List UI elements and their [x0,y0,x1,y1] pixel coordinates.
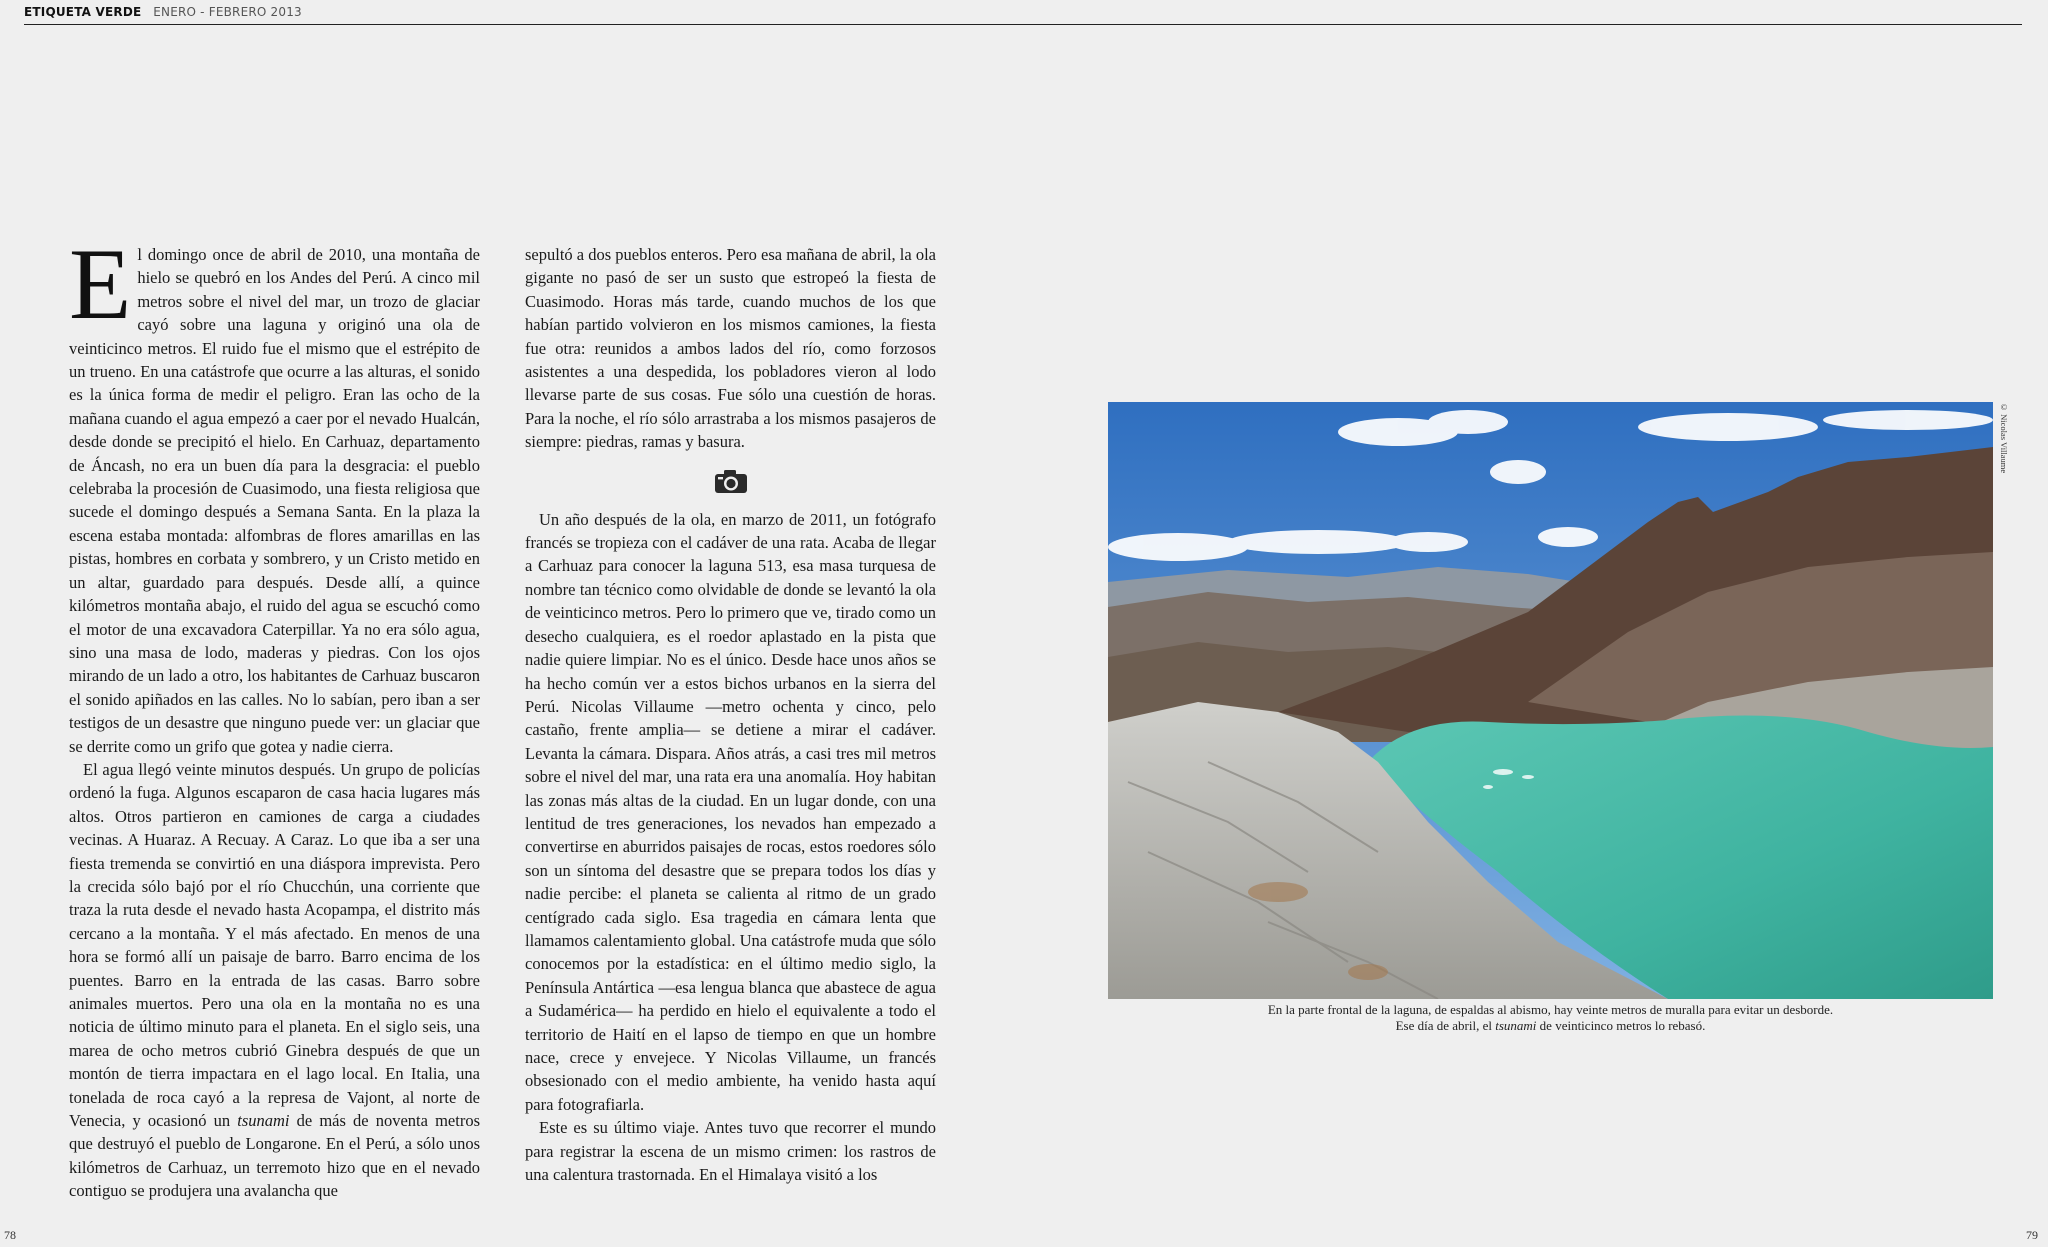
page-number-right: 79 [2026,1228,2038,1242]
article-paragraph: Este es su último viaje. Antes tuvo que recorrer el mundo para registrar la escena de un mismo crimen: los rastros de una calentura trastornada. En el Himalaya visitó a los [525,1118,936,1185]
photo-caption [1108,1002,1993,1034]
issue-date: ENERO - FEBRERO 2013 [153,5,302,19]
caption-line: En la parte frontal de la laguna, de espaldas al abismo, hay veinte metros de muralla para evitar un desborde. [1267,1002,1834,1017]
caption-line [1108,1018,1993,1034]
photo-credit: © Nicolas Villaume [1999,402,2009,474]
article-paragraph [69,228,481,758]
section-divider [525,454,936,508]
camera-icon [715,469,747,493]
article-paragraph: sepultó a dos pueblos enteros. Pero esa mañana de abril, la ola gigante no pasó de ser un susto que estropeó la fiesta de Cuasimodo. Horas más tarde, cuando muchos de los que habían partido volvieron en los mismos camiones, la fiesta fue otra: reunidos a ambos lados del río, como forzosos asistentes a una despedida, los pobladores vieron al lodo llevarse parte de sus cosas. Fue sólo una cuestión de horas. Para la noche, el río sólo arrastraba a los mismos pasajeros de siempre: piedras, ramas y basura. [525,245,937,452]
page-number-left: 78 [4,1228,16,1242]
drop-cap: E [69,228,132,341]
lagoon-photo [1108,402,1993,999]
article-paragraph: Un año después de la ola, en marzo de 2011, un fotógrafo francés se tropieza con el cadáver de una rata. Acaba de llegar a Carhuaz para conocer la laguna 513, esa masa turquesa de nombre tan técnico como olvidable de donde se levantó la ola de veinticinco metros. Pero lo primero que ve, tirado como un desecho cualquiera, es el roedor aplastado en la pista que nadie quiere limpiar. No es el único. Desde hace unos años se ha hecho común ver a estos bichos urbanos en la sierra del Perú. Nicolas Villaume —metro ochenta y cinco, pelo castaño, frente amplia— se detiene a mirar el cadáver. Levanta la cámara. Dispara. Años atrás, a casi tres mil metros sobre el nivel del mar, una rata era una anomalía. Hoy habitan las zonas más altas de la ciudad. En un lugar donde, con una lentitud de tres generaciones, los nevados han empezado a convertirse en aburridos paisajes de rocas, estos roedores sólo son un síntoma del desastre que se prepara todos los días y nadie percibe: el planeta se calienta al ritmo de un grado centígrado cada siglo. Esa tragedia en cámara lenta que llamamos calentamiento global. Una catástrofe muda que sólo conocemos por la estadística: en el último medio siglo, la Península Antártica —esa lengua blanca que abastece de agua a Sudamérica— ha perdido en hielo el equivalente a todo el territorio de Haití en el lapso de tiempo en que un hombre nace, crece y envejece. Y Nicolas Villaume, un francés obsesionado con el medio ambiente, ha venido hasta aquí para fotografiarla. [525,509,936,1114]
paragraph-text: El agua llegó veinte minutos después. Un grupo de policías ordenó la fuga. Algunos escaparon de casa hacia lugares más altos. Otros partieron en camiones de carga a ciudades vecinas. A Huaraz. A Recuay. A Caraz. Lo que iba a ser una fiesta tremenda se convirtió en una diáspora imprevista. Pero la crecida sólo bajó por el río Chucchún, una corriente que traza la ruta desde el nevado hasta Acopampa, el distrito más cercano a la montaña. Y el más afectado. En menos de una hora se formó allí un paisaje de barro. Barro encima de los puentes. Barro en la entrada de las casas. Barro sobre animales muertos. Pero una ola en la montaña no es una noticia de último minuto para el planeta. En el siglo seis, una marea de ocho metros cubrió Ginebra después de que un montón de tierra impactara en el lago local. En Italia, una tonelada de roca cayó a la represa de Vajont, al norte de Venecia, y ocasionó un [69,759,480,1131]
article-column-1 [69,228,481,1203]
italic-word: tsunami [237,1111,290,1131]
caption-text: de veinticinco metros lo rebasó. [1536,1018,1706,1033]
article-column-2 [525,243,936,1186]
article-paragraph [69,758,480,1203]
magazine-section-title: ETIQUETA VERDE [24,5,142,19]
paragraph-text: l domingo once de abril de 2010, una montaña de hielo se quebró en los Andes del Perú. A cinco mil metros sobre el nivel del mar, un trozo de glaciar cayó sobre una laguna y originó una ola de veinticinco metros. El ruido fue el mismo que el estrépito de un trueno. En una catástrofe que ocurre a las alturas, el sonido es la única forma de medir el peligro. Eran las ocho de la mañana cuando el agua empezó a caer por el nevado Hualcán, desde donde se precipitó el hielo. En Carhuaz, departamento de Áncash, no era un buen día para la desgracia: el pueblo celebraba la procesión de Cuasimodo, una fiesta religiosa que sucede el domingo después a Semana Santa. En la plaza la escena estaba montada: alfombras de flores amarillas en las pistas, hombres en corbata y sombrero, y un Cristo metido en un altar, guardado para después. Desde allí, a quince kilómetros montaña abajo, el ruido del agua se escuchó como el motor de una excavadora Caterpillar. Ya no era sólo agua, sino una masa de lodo, maderas y piedras. Con los ojos mirando de un lado a otro, los habitantes de Carhuaz buscaron el sonido apiñados en las calles. No lo sabían, pero iban a ser testigos de un desastre que ninguno puede ver: un glaciar que se derrite como un grifo que gotea y nadie cierra. [69,245,481,756]
caption-text: Ese día de abril, el [1395,1018,1496,1033]
page-header [24,2,2022,25]
italic-word: tsunami [1495,1018,1537,1033]
paragraph-text: de más de noventa metros que destruyó el pueblo de Longarone. En el Perú, a sólo unos kilómetros de Carhuaz, un terremoto hizo que en el nevado contiguo se produjera una avalancha que [69,1111,480,1201]
